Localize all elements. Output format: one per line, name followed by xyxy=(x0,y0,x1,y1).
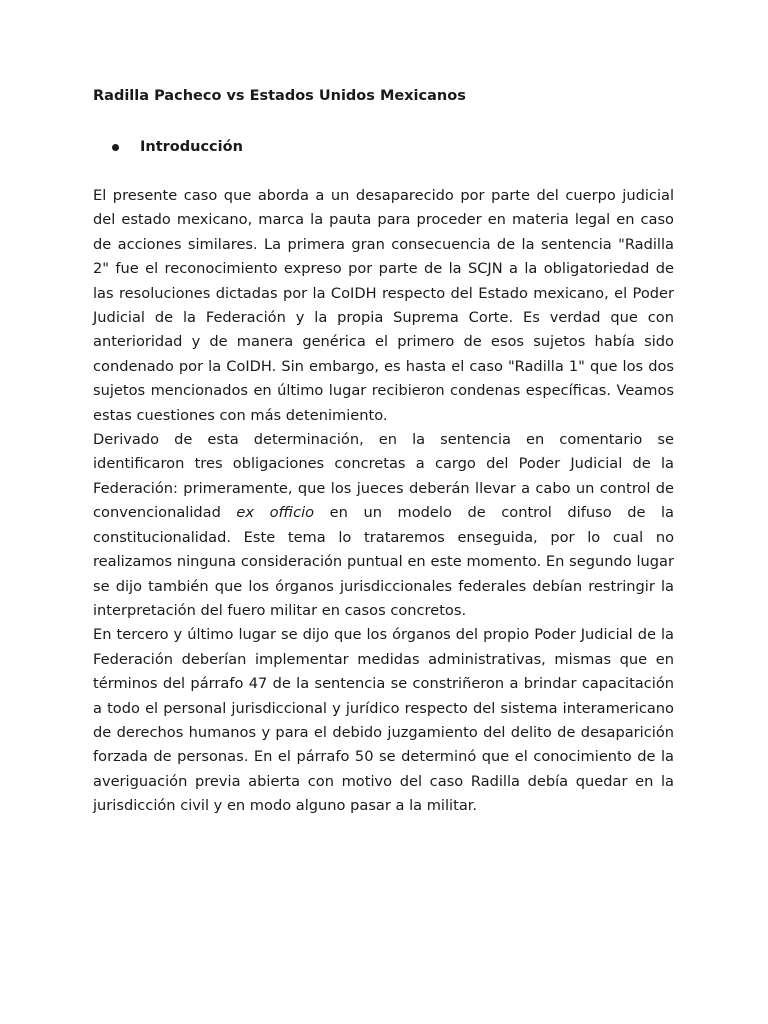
paragraph-3: En tercero y último lugar se dijo que los órganos del propio Poder Judicial de la Federación deberían implementar medidas administrativas, mismas que en términos del párrafo 47 de la sentencia se constriñeron a brindar capacitación a todo el personal jurisdiccional y jurídico respecto del sistema interamericano de derechos humanos y para el debido juzgamiento del delito de desaparición forzada de personas. En el párrafo 50 se determinó que el conocimiento de la averiguación previa abierta con motivo del caso Radilla debía quedar en la jurisdicción civil y en modo alguno pasar a la militar. xyxy=(93,626,674,815)
paragraph-2 xyxy=(93,428,674,623)
paragraph-1: El presente caso que aborda a un desaparecido por parte del cuerpo judicial del estado mexicano, marca la pauta para proceder en materia legal en caso de acciones similares. La primera gran consecuencia de la sentencia "Radilla 2" fue el reconocimiento expreso por parte de la SCJN a la obligatoriedad de las resoluciones dictadas por la CoIDH respecto del Estado mexicano, el Poder Judicial de la Federación y la propia Suprema Corte. Es verdad que con anterioridad y de manera genérica el primero de esos sujetos había sido condenado por la CoIDH. Sin embargo, es hasta el caso "Radilla 1" que los dos sujetos mencionados en último lugar recibieron condenas específicas. Veamos estas cuestiones con más detenimiento. xyxy=(93,187,674,424)
paragraph-2-italic-term: ex officio xyxy=(236,504,315,522)
document-body xyxy=(93,184,674,819)
section-list xyxy=(112,137,243,157)
document-title: Radilla Pacheco vs Estados Unidos Mexicanos xyxy=(93,88,466,104)
section-heading: Introducción xyxy=(140,139,243,155)
paragraph-2-text-start: Derivado de esta determinación, en la sentencia en comentario se identificaron tres obligaciones concretas a cargo del Poder Judicial de la Federación: primeramente, que los jueces deberán llevar a cabo un control de convencionalidad xyxy=(93,431,674,522)
bullet-icon xyxy=(112,144,119,151)
section-item xyxy=(112,137,243,157)
paragraph-2-text-end: en un modelo de control difuso de la constitucionalidad. Este tema lo trataremos enseguida, por lo cual no realizamos ninguna consideración puntual en este momento. En segundo lugar se dijo también que los órganos jurisdiccionales federales debían restringir la interpretación del fuero militar en casos concretos. xyxy=(93,504,674,619)
